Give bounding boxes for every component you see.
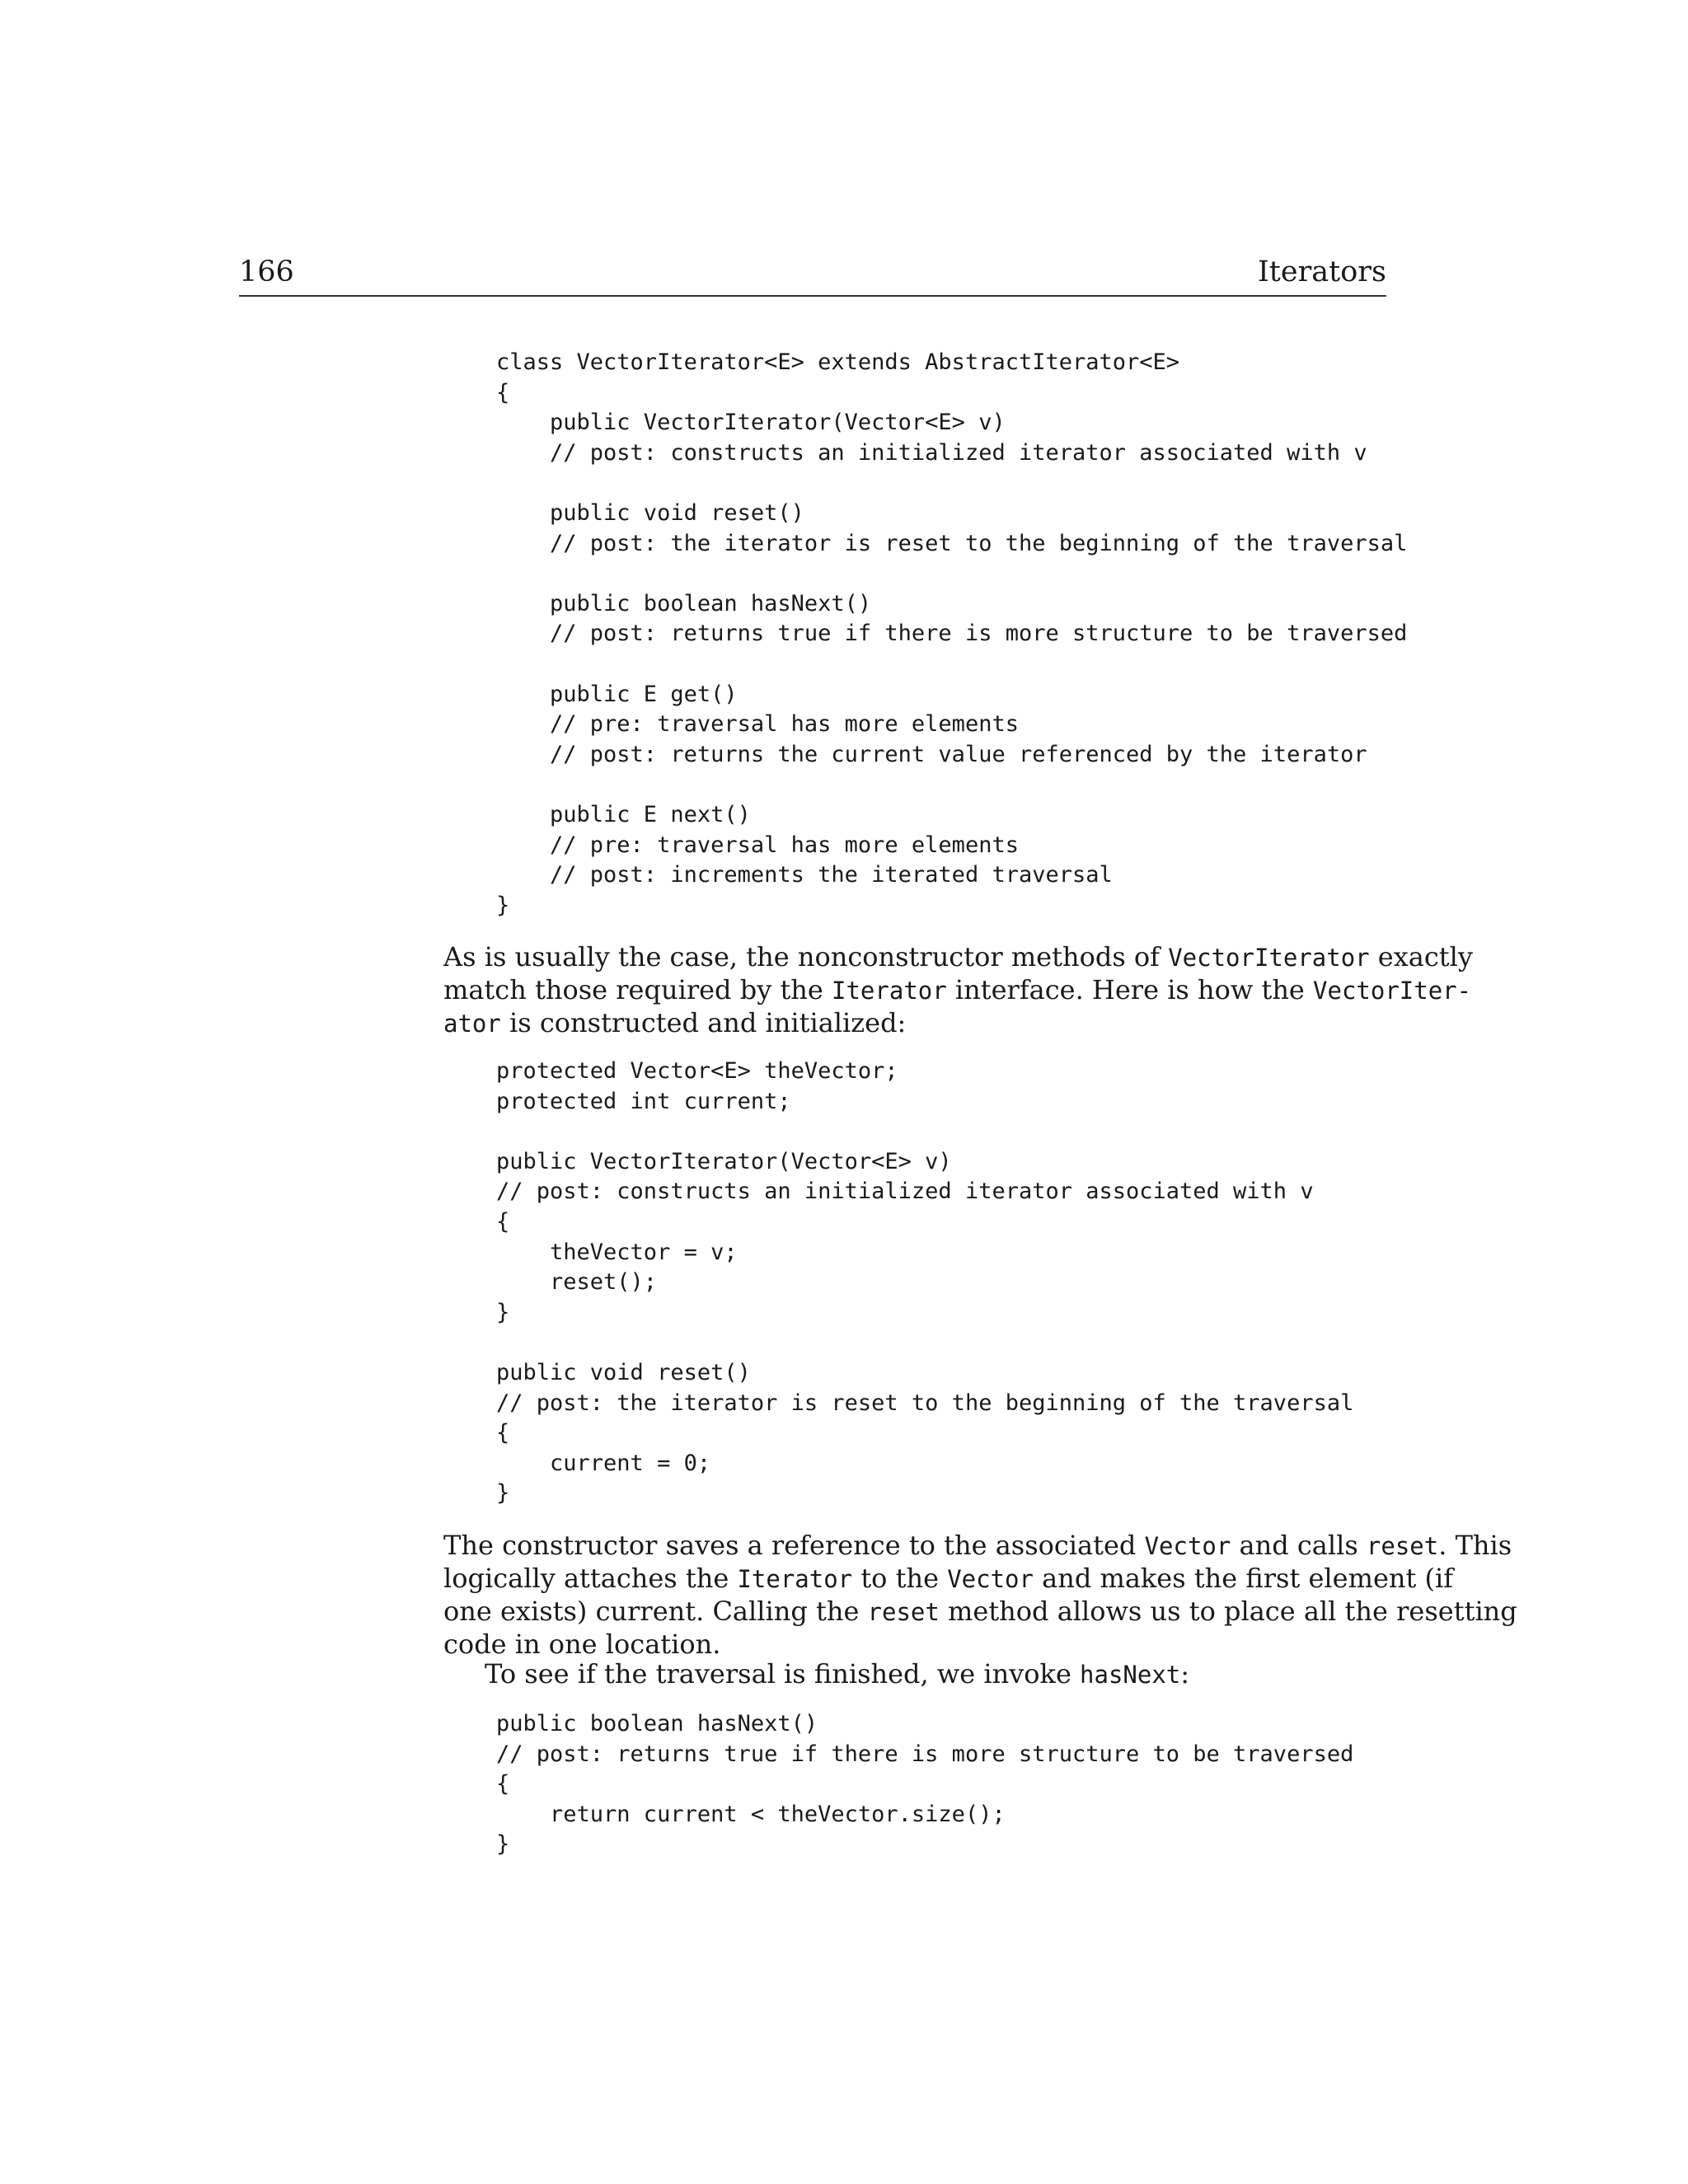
running-head [239, 249, 1386, 297]
paragraph-hasnext-intro: To see if the traversal is finished, we invoke hasNext: [485, 1658, 1190, 1690]
code-term: reset [1366, 1532, 1439, 1560]
code-term: Iterator [737, 1565, 853, 1593]
paragraph-constructor-explanation: The constructor saves a reference to the associated Vector and calls reset. This logically attaches the Iterator to the Vector and makes the first element (if one exists) current. Calling the reset method allows us to place all the resetting code in one location. [443, 1530, 1517, 1660]
chapter-title: Iterators [1257, 255, 1386, 288]
code-block-class-interface: class VectorIterator<E> extends AbstractIterator<E> { public VectorIterator(Vector<E> v) // post: constructs an initialized iterator associated with v public void reset() // post: the iterator is reset to the beginning of the traversal public boolean hasNext() // post: returns true if there is more structure to be traversed public E get() // pre: traversal has more elements // post: returns the current value referenced by the iterator public E next() // pre: traversal has more elements // post: increments the iterated traversal } [496, 349, 1408, 918]
code-term: Iterator [832, 977, 947, 1005]
code-block-hasnext: public boolean hasNext() // post: returns true if there is more structure to be traversed { return current < theVector.size(); } [496, 1711, 1354, 1858]
code-term: VectorIter- [1313, 977, 1472, 1005]
code-term: hasNext [1080, 1661, 1181, 1689]
code-term: Vector [1144, 1532, 1231, 1560]
code-term: Vector [947, 1565, 1034, 1593]
code-block-constructor-reset: protected Vector<E> theVector; protected int current; public VectorIterator(Vector<E> v) // post: constructs an initialized iterator associated with v { theVector = v; reset(); } public void reset() // post: the iterator is reset to the beginning of the traversal { current = 0; } [496, 1058, 1354, 1507]
code-term: reset [867, 1598, 940, 1626]
code-term: ator [443, 1010, 501, 1038]
code-term: VectorIterator [1168, 944, 1370, 972]
page-number: 166 [239, 255, 294, 288]
paragraph-methods-match: As is usually the case, the nonconstructor methods of VectorIterator exactly match those required by the Iterator interface. Here is how the VectorIter- ator is constructed and initialized: [443, 941, 1473, 1038]
